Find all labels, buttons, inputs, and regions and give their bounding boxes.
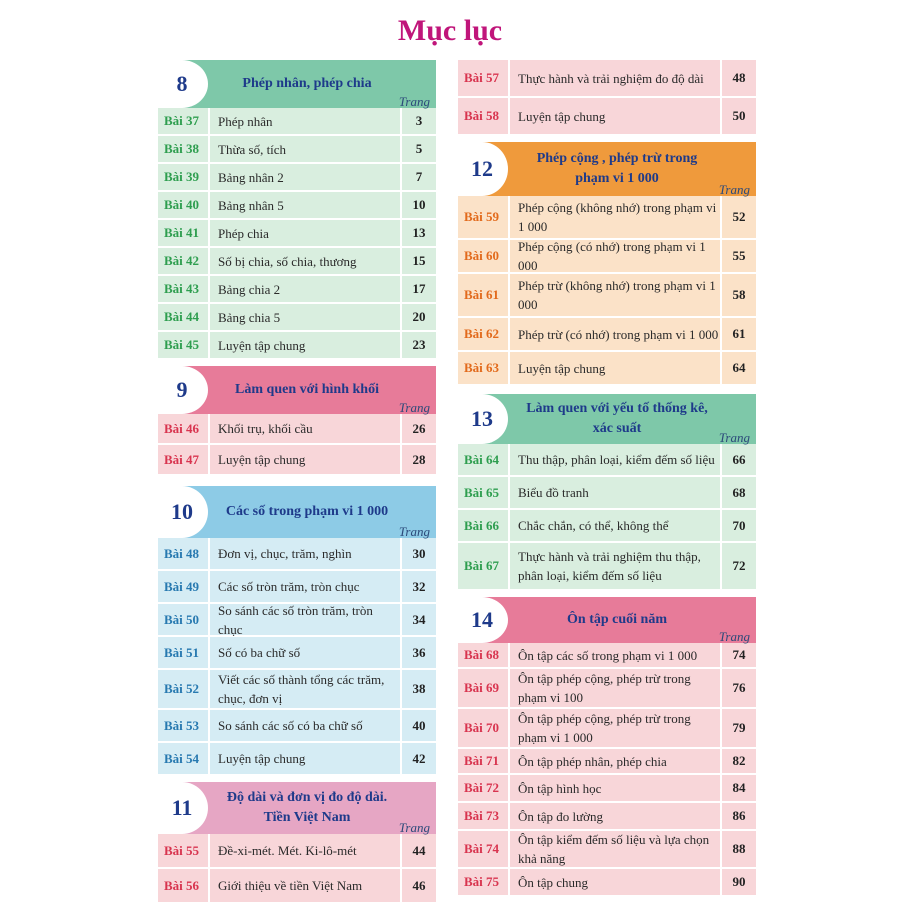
page-column-label: Trang (398, 94, 430, 109)
lesson-row[interactable] (158, 637, 436, 670)
lesson-page-number: 72 (720, 543, 756, 589)
lesson-page-number: 32 (400, 571, 436, 602)
lesson-number: Bài 39 (164, 169, 200, 184)
lesson-title: Phép cộng (không nhớ) trong phạm vi 1 000 (508, 196, 720, 238)
chapter-c8 (158, 60, 436, 360)
lesson-page-number: 55 (720, 240, 756, 272)
lesson-row[interactable] (158, 192, 436, 220)
lesson-title: Bảng chia 5 (208, 304, 400, 330)
chapter-header (158, 782, 436, 834)
lesson-page-number: 90 (720, 869, 756, 895)
chapter-c11 (158, 782, 436, 904)
lesson-page-number: 88 (720, 831, 756, 867)
lesson-page-number: 17 (400, 276, 436, 302)
page-title: Mục lục (397, 14, 503, 47)
lesson-page-number: 23 (400, 332, 436, 358)
lesson-title: Ôn tập đo lường (508, 803, 720, 829)
chapter-c10 (158, 486, 436, 776)
lesson-title: Số có ba chữ số (208, 637, 400, 668)
chapter-title: Độ dài và đơn vị đo độ dài. Tiền Việt Nam (226, 790, 388, 825)
chapter-title: Phép cộng , phép trừ trong phạm vi 1 000 (536, 151, 698, 186)
lesson-row[interactable] (458, 775, 756, 803)
chapter-header (158, 366, 436, 414)
lesson-title: Ôn tập kiểm đếm số liệu và lựa chọn khả năng (508, 831, 720, 867)
lesson-page-number: 58 (720, 274, 756, 316)
chapter-number: 11 (156, 782, 208, 834)
lesson-title: Thừa số, tích (208, 136, 400, 162)
lesson-title: Bảng chia 2 (208, 276, 400, 302)
lesson-number: Bài 42 (164, 253, 200, 268)
lesson-page-number: 20 (400, 304, 436, 330)
lesson-number: Bài 64 (464, 451, 500, 467)
lesson-page-number: 44 (400, 834, 436, 867)
page-column-label: Trang (398, 400, 430, 415)
lesson-title: Đề-xi-mét. Mét. Ki-lô-mét (208, 834, 400, 867)
lesson-number: Bài 65 (464, 484, 500, 500)
lesson-number: Bài 66 (464, 517, 500, 533)
lesson-title: Viết các số thành tổng các trăm, chục, đơn vị (208, 670, 400, 708)
lesson-row[interactable] (158, 164, 436, 192)
lesson-number: Bài 46 (164, 420, 200, 436)
lesson-number: Bài 71 (464, 753, 500, 768)
lesson-row[interactable] (458, 274, 756, 318)
lesson-page-number: 46 (400, 869, 436, 902)
lesson-row[interactable] (158, 743, 436, 776)
lesson-title: Giới thiệu về tiền Việt Nam (208, 869, 400, 902)
lesson-title: Luyện tập chung (208, 332, 400, 358)
lesson-row[interactable] (158, 670, 436, 710)
lesson-row[interactable] (158, 108, 436, 136)
lesson-title: So sánh các số có ba chữ số (208, 710, 400, 741)
lesson-row[interactable] (458, 352, 756, 386)
lesson-page-number: 10 (400, 192, 436, 218)
lesson-title: Luyện tập chung (508, 352, 720, 384)
lesson-number: Bài 68 (464, 647, 500, 662)
lesson-page-number: 13 (400, 220, 436, 246)
page-column-label: Trang (398, 820, 430, 835)
page-column-label: Trang (718, 629, 750, 644)
chapter-title: Phép nhân, phép chia (242, 76, 372, 91)
chapter-header (458, 597, 756, 643)
lesson-page-number: 34 (400, 604, 436, 635)
lesson-number: Bài 63 (464, 360, 500, 375)
lesson-title: Thu thập, phân loại, kiểm đếm số liệu (508, 444, 720, 475)
lesson-row[interactable] (158, 710, 436, 743)
lesson-title: Phép trừ (không nhớ) trong phạm vi 1 000 (508, 274, 720, 316)
chapter-title: Các số trong phạm vi 1 000 (225, 504, 389, 519)
lesson-page-number: 84 (720, 775, 756, 801)
chapter-number: 14 (456, 597, 508, 643)
lesson-page-number: 61 (720, 318, 756, 350)
lesson-title: Luyện tập chung (208, 445, 400, 474)
lesson-number: Bài 72 (464, 780, 500, 795)
lesson-number: Bài 70 (464, 720, 500, 735)
lesson-title: Ôn tập các số trong phạm vi 1 000 (508, 643, 720, 667)
lesson-number: Bài 58 (464, 108, 500, 123)
lesson-row[interactable] (158, 136, 436, 164)
chapter-title: Làm quen với yếu tố thống kê, xác suất (526, 401, 708, 436)
lesson-page-number: 36 (400, 637, 436, 668)
lesson-row[interactable] (458, 477, 756, 510)
lesson-row[interactable] (158, 304, 436, 332)
chapter-number: 9 (156, 366, 208, 414)
lesson-title: Biểu đồ tranh (508, 477, 720, 508)
lesson-number: Bài 57 (464, 70, 500, 85)
lesson-page-number: 66 (720, 444, 756, 475)
lesson-row[interactable] (158, 414, 436, 445)
lesson-number: Bài 75 (464, 874, 500, 889)
lesson-number: Bài 47 (164, 451, 200, 467)
lesson-page-number: 76 (720, 669, 756, 707)
lesson-title: Phép trừ (có nhớ) trong phạm vi 1 000 (508, 318, 720, 350)
lesson-page-number: 86 (720, 803, 756, 829)
lesson-row[interactable] (458, 510, 756, 543)
chapter-c13 (458, 394, 756, 591)
lesson-number: Bài 48 (164, 545, 200, 561)
left-column (158, 60, 436, 904)
lesson-page-number: 42 (400, 743, 436, 774)
lesson-row[interactable] (158, 220, 436, 248)
lesson-row[interactable] (458, 749, 756, 775)
lesson-number: Bài 38 (164, 141, 200, 156)
lesson-row[interactable] (158, 276, 436, 304)
lesson-number: Bài 56 (164, 877, 200, 893)
chapter-c9 (158, 366, 436, 476)
lesson-row[interactable] (458, 869, 756, 897)
lesson-title: So sánh các số tròn trăm, tròn chục (208, 604, 400, 635)
lesson-number: Bài 45 (164, 337, 200, 352)
lesson-number: Bài 74 (464, 841, 500, 856)
lesson-page-number: 70 (720, 510, 756, 541)
lesson-page-number: 5 (400, 136, 436, 162)
lesson-number: Bài 73 (464, 808, 500, 823)
lesson-page-number: 68 (720, 477, 756, 508)
lesson-title: Ôn tập phép cộng, phép trừ trong phạm vi 1 000 (508, 709, 720, 747)
lesson-row[interactable] (458, 318, 756, 352)
lesson-page-number: 7 (400, 164, 436, 190)
chapter-c11b (458, 60, 756, 136)
chapter-number: 13 (456, 394, 508, 444)
lesson-title: Khối trụ, khối cầu (208, 414, 400, 443)
chapter-number: 12 (456, 142, 508, 196)
lesson-number: Bài 62 (464, 326, 500, 341)
chapter-header (458, 142, 756, 196)
page-column-label: Trang (718, 430, 750, 445)
lesson-row[interactable] (458, 543, 756, 591)
lesson-row[interactable] (458, 444, 756, 477)
chapter-header (158, 60, 436, 108)
lesson-title: Bảng nhân 2 (208, 164, 400, 190)
lesson-number: Bài 43 (164, 281, 200, 296)
lesson-number: Bài 53 (164, 717, 200, 733)
lesson-title: Ôn tập phép nhân, phép chia (508, 749, 720, 773)
lesson-page-number: 38 (400, 670, 436, 708)
chapter-title: Ôn tập cuối năm (567, 612, 667, 627)
lesson-title: Luyện tập chung (208, 743, 400, 774)
lesson-page-number: 74 (720, 643, 756, 667)
lesson-number: Bài 41 (164, 225, 200, 240)
chapter-header (458, 394, 756, 444)
page-column-label: Trang (718, 182, 750, 197)
lesson-page-number: 64 (720, 352, 756, 384)
lesson-page-number: 48 (720, 60, 756, 96)
lesson-number: Bài 60 (464, 248, 500, 263)
lesson-page-number: 28 (400, 445, 436, 474)
lesson-row[interactable] (458, 98, 756, 136)
lesson-title: Chắc chắn, có thể, không thể (508, 510, 720, 541)
lesson-row[interactable] (458, 60, 756, 98)
lesson-number: Bài 44 (164, 309, 200, 324)
lesson-number: Bài 55 (164, 842, 200, 858)
lesson-title: Luyện tập chung (508, 98, 720, 134)
lesson-number: Bài 69 (464, 680, 500, 695)
chapter-c14 (458, 597, 756, 897)
lesson-page-number: 30 (400, 538, 436, 569)
lesson-page-number: 15 (400, 248, 436, 274)
lesson-number: Bài 50 (164, 611, 200, 627)
lesson-number: Bài 52 (164, 681, 200, 696)
lesson-title: Số bị chia, số chia, thương (208, 248, 400, 274)
lesson-row[interactable] (458, 831, 756, 869)
page-column-label: Trang (398, 524, 430, 539)
lesson-title: Ôn tập hình học (508, 775, 720, 801)
lesson-page-number: 82 (720, 749, 756, 773)
lesson-row[interactable] (458, 196, 756, 240)
lesson-title: Các số tròn trăm, tròn chục (208, 571, 400, 602)
lesson-number: Bài 49 (164, 578, 200, 594)
lesson-number: Bài 40 (164, 197, 200, 212)
lesson-number: Bài 54 (164, 750, 200, 766)
lesson-page-number: 40 (400, 710, 436, 741)
chapter-title: Làm quen với hình khối (235, 382, 379, 397)
lesson-number: Bài 61 (464, 287, 500, 302)
lesson-number: Bài 51 (164, 644, 200, 660)
chapter-number: 8 (156, 60, 208, 108)
lesson-number: Bài 37 (164, 113, 200, 128)
lesson-title: Đơn vị, chục, trăm, nghìn (208, 538, 400, 569)
lesson-title: Phép chia (208, 220, 400, 246)
lesson-row[interactable] (458, 709, 756, 749)
chapter-header (158, 486, 436, 538)
lesson-title: Bảng nhân 5 (208, 192, 400, 218)
lesson-page-number: 79 (720, 709, 756, 747)
lesson-row[interactable] (158, 332, 436, 360)
lesson-row[interactable] (158, 248, 436, 276)
lesson-row[interactable] (458, 669, 756, 709)
lesson-title: Ôn tập phép cộng, phép trừ trong phạm vi 100 (508, 669, 720, 707)
lesson-title: Ôn tập chung (508, 869, 720, 895)
lesson-title: Thực hành và trải nghiệm đo độ dài (508, 60, 720, 96)
lesson-page-number: 3 (400, 108, 436, 134)
lesson-row[interactable] (158, 445, 436, 476)
lesson-page-number: 52 (720, 196, 756, 238)
lesson-row[interactable] (158, 834, 436, 869)
lesson-row[interactable] (458, 643, 756, 669)
lesson-page-number: 50 (720, 98, 756, 134)
lesson-number: Bài 67 (464, 558, 500, 573)
lesson-row[interactable] (158, 869, 436, 904)
lesson-title: Thực hành và trải nghiệm thu thập, phân loại, kiểm đếm số liệu (508, 543, 720, 589)
lesson-row[interactable] (158, 604, 436, 637)
lesson-page-number: 26 (400, 414, 436, 443)
chapter-number: 10 (156, 486, 208, 538)
chapter-c12 (458, 142, 756, 386)
lesson-number: Bài 59 (464, 209, 500, 224)
lesson-row[interactable] (158, 538, 436, 571)
lesson-title: Phép nhân (208, 108, 400, 134)
lesson-row[interactable] (158, 571, 436, 604)
lesson-row[interactable] (458, 240, 756, 274)
lesson-title: Phép cộng (có nhớ) trong phạm vi 1 000 (508, 240, 720, 272)
lesson-row[interactable] (458, 803, 756, 831)
right-column (458, 60, 756, 897)
